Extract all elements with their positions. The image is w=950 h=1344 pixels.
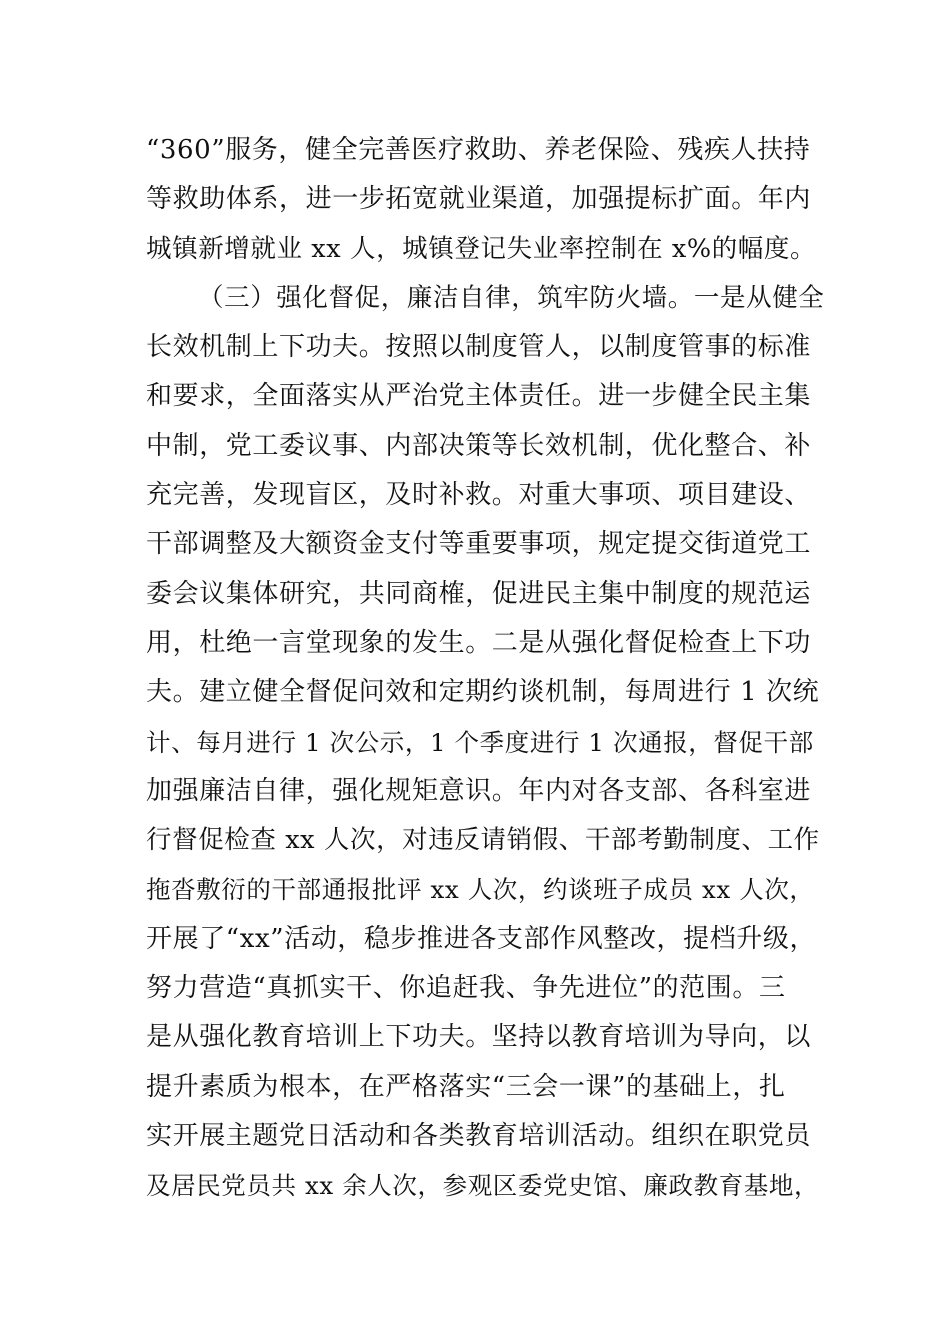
text-line: 用，杜绝一言堂现象的发生。二是从强化督促检查上下功 <box>146 627 812 658</box>
text-line: 加强廉洁自律，强化规矩意识。年内对各支部、各科室进 <box>146 775 812 806</box>
text-line: “360”服务，健全完善医疗救助、养老保险、残疾人扶持 <box>146 135 811 165</box>
text-line: 夫。建立健全督促问效和定期约谈机制，每周进行 1 次统 <box>146 677 820 708</box>
text-line: 及居民党员共 xx 余人次，参观区委党史馆、廉政教育基地， <box>146 1171 820 1201</box>
text-line: 开展了“xx”活动，稳步推进各支部作风整改，提档升级， <box>146 923 817 954</box>
text-line: 提升素质为根本，在严格落实“三会一课”的基础上，扎 <box>146 1071 786 1102</box>
text-line: 长效机制上下功夫。按照以制度管人，以制度管事的标准 <box>146 332 812 363</box>
text-line: 城镇新增就业 xx 人，城镇登记失业率控制在 x%的幅度。 <box>146 233 817 264</box>
text-line: 中制，党工委议事、内部决策等长效机制，优化整合、补 <box>146 430 812 461</box>
body-text <box>146 126 826 1211</box>
text-line: 努力营造“真抓实干、你追赶我、争先进位”的范围。三 <box>146 973 786 1004</box>
text-line: 干部调整及大额资金支付等重要事项，规定提交街道党工 <box>146 529 812 560</box>
text-line: 行督促检查 xx 人次，对违反请销假、干部考勤制度、工作 <box>146 825 820 856</box>
text-line: 充完善，发现盲区，及时补救。对重大事项、项目建设、 <box>146 480 812 511</box>
text-line: 计、每月进行 1 次公示，1 个季度进行 1 次通报，督促干部 <box>146 727 814 757</box>
text-line: 委会议集体研究，共同商榷，促进民主集中制度的规范运 <box>146 578 812 609</box>
text-line: 拖沓敷衍的干部通报批评 xx 人次，约谈班子成员 xx 人次， <box>146 875 815 905</box>
text-line: 和要求，全面落实从严治党主体责任。进一步健全民主集 <box>146 381 812 412</box>
text-line: 实开展主题党日活动和各类教育培训活动。组织在职党员 <box>146 1120 812 1151</box>
text-line: 是从强化教育培训上下功夫。坚持以教育培训为导向，以 <box>146 1022 812 1053</box>
text-line: 等救助体系，进一步拓宽就业渠道，加强提标扩面。年内 <box>146 184 812 215</box>
section-heading-line: （三）强化督促，廉洁自律，筑牢防火墙。一是从健全 <box>198 282 825 313</box>
